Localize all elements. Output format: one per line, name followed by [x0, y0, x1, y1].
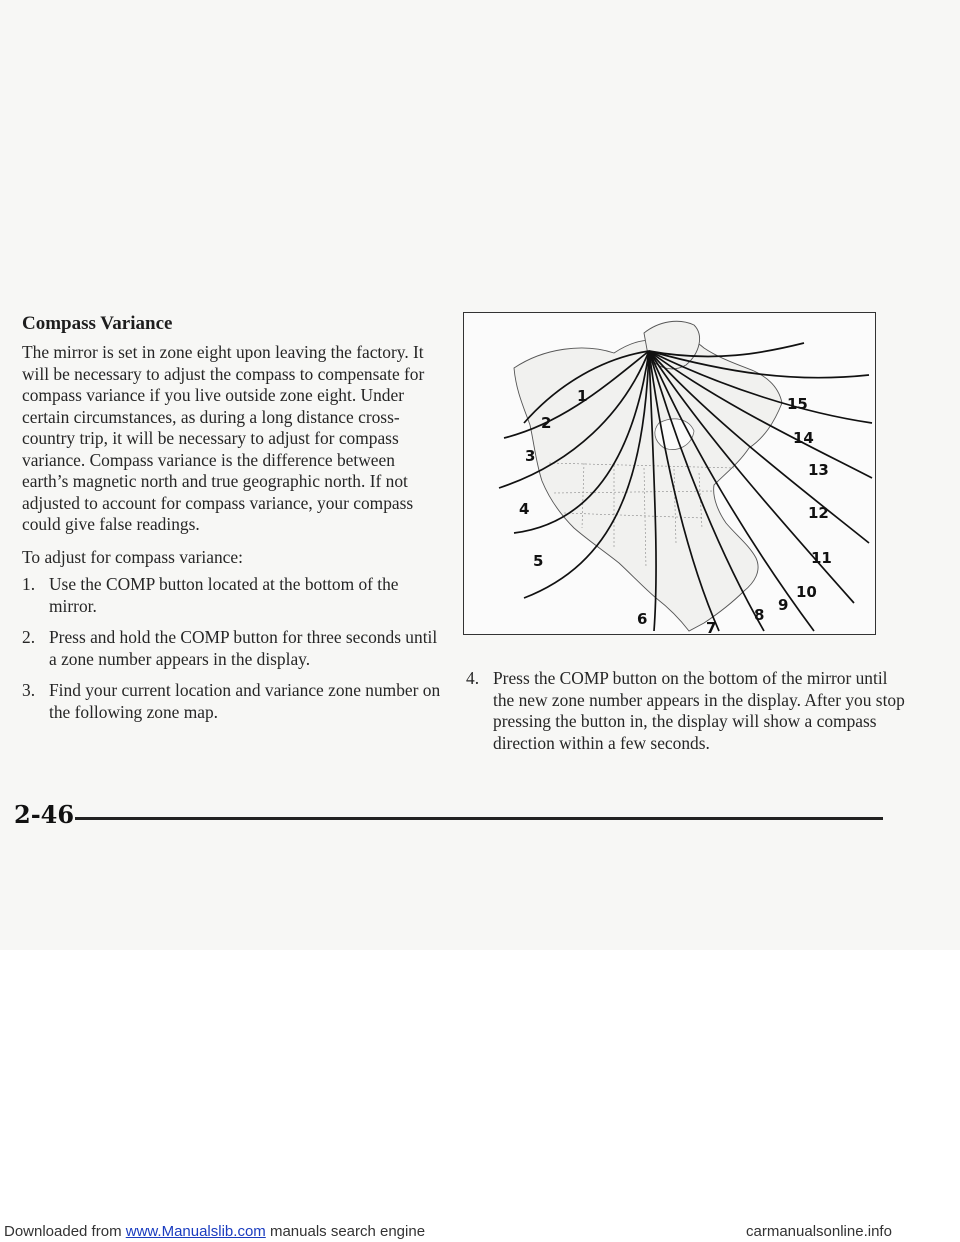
zone-label-5: 5 — [533, 552, 544, 570]
footer-rule — [75, 817, 883, 820]
step-2 — [22, 627, 442, 670]
step-text: Press the COMP button on the bottom of the mirror until the new zone number appears in the display. After you stop pressing the button in, the display will show a compass direction within a few seconds. — [493, 668, 905, 753]
step-text: Find your current location and variance zone number on the following zone map. — [49, 680, 441, 722]
watermark-left — [4, 1222, 425, 1242]
watermark-suffix: manuals search engine — [265, 1223, 426, 1240]
zone-label-14: 14 — [793, 429, 814, 447]
intro-paragraph: The mirror is set in zone eight upon leaving the factory. It will be necessary to adjust the compass to compensate for compass variance if you live outside zone eight. Under certain circumstances, as during a long distance cross-country trip, it will be necessary to adjust for compass variance. Compass variance is the difference between earth’s magnetic north and true geographic north. If not adjusted to account for compass variance, your compass could give false readings. — [22, 342, 425, 534]
step-number: 1. — [22, 574, 36, 594]
step-3 — [22, 680, 442, 723]
watermark-prefix: Downloaded from — [4, 1223, 126, 1240]
zone-label-10: 10 — [796, 583, 817, 601]
zone-map-illustration — [464, 313, 875, 634]
manualslib-link[interactable]: www.Manualslib.com — [125, 1223, 266, 1240]
step-text: Press and hold the COMP button for three seconds until a zone number appears in the display. — [49, 627, 438, 669]
watermark-right: carmanualsonline.info — [746, 1223, 892, 1240]
step-number: 3. — [22, 680, 36, 700]
compass-zone-map — [463, 312, 876, 635]
step-1 — [22, 574, 442, 617]
zone-label-13: 13 — [808, 461, 829, 479]
zone-label-11: 11 — [811, 549, 832, 567]
section-title: Compass Variance — [22, 313, 173, 334]
steps-list — [22, 574, 442, 733]
zone-label-1: 1 — [577, 387, 588, 405]
step-4 — [466, 668, 913, 754]
steps-lead: To adjust for compass variance: — [22, 547, 243, 567]
download-watermark — [0, 1222, 960, 1242]
zone-label-7: 7 — [706, 619, 717, 634]
zone-label-15: 15 — [787, 395, 808, 413]
zone-label-8: 8 — [754, 606, 765, 624]
zone-label-12: 12 — [808, 504, 829, 522]
zone-label-6: 6 — [637, 610, 648, 628]
step-text: Use the COMP button located at the bottom of the mirror. — [49, 574, 399, 616]
zone-label-4: 4 — [519, 500, 530, 518]
step-number: 2. — [22, 627, 36, 647]
zone-label-2: 2 — [541, 414, 552, 432]
zone-label-9: 9 — [778, 596, 789, 614]
page-number: 2-46 — [14, 800, 75, 829]
step-number: 4. — [466, 668, 480, 688]
zone-label-3: 3 — [525, 447, 536, 465]
